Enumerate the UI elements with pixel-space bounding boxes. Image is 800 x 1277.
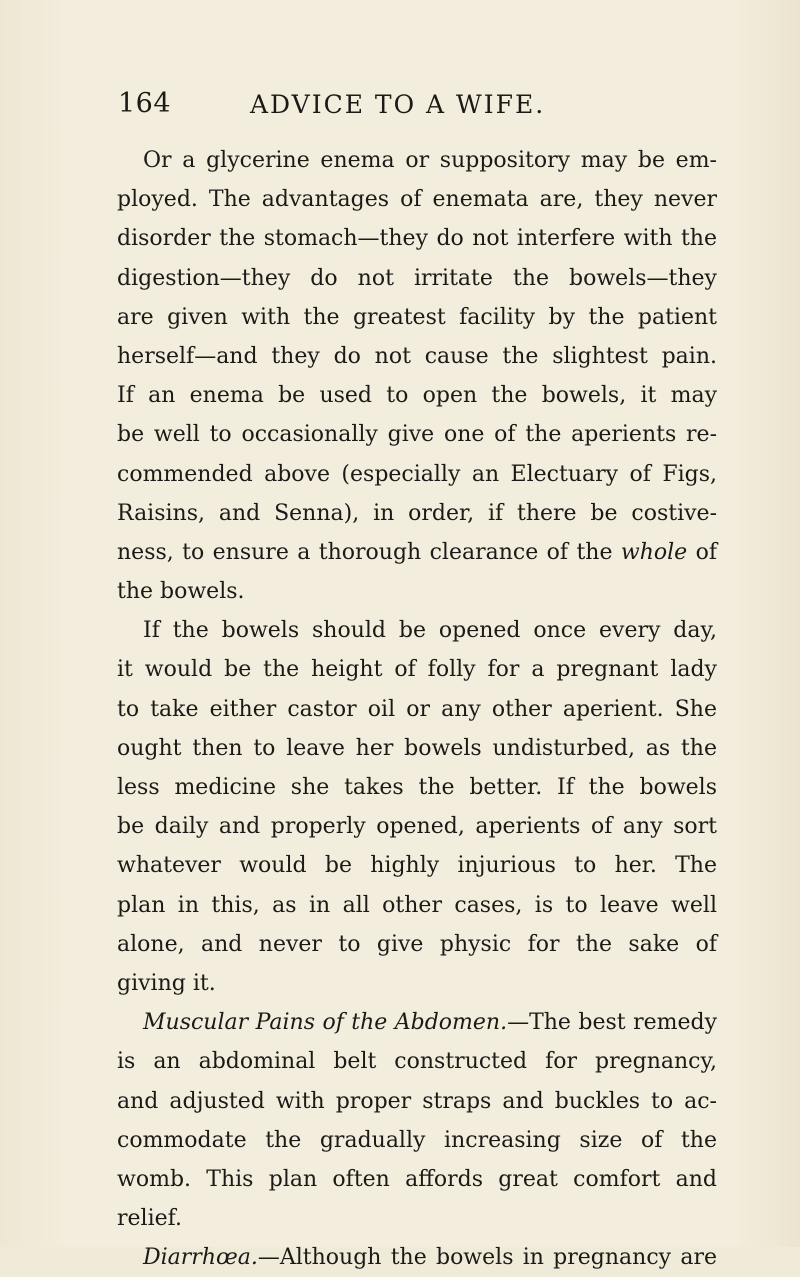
text-line xyxy=(117,533,717,572)
text-line: it would be the height of folly for a pregnant lady xyxy=(117,657,717,683)
text-line: Or a glycerine enema or suppository may be em- xyxy=(143,148,717,173)
text-segment: ness, to ensure a thorough clearance of the xyxy=(117,539,613,565)
text-line: herself—and they do not cause the slightest pain. xyxy=(117,343,717,369)
text-line: womb. This plan often affords great comfort and xyxy=(117,1166,717,1192)
book-title: ADVICE TO A WIFE. xyxy=(250,90,546,119)
body-text xyxy=(117,141,717,1277)
text-segment: —Although the bowels in pregnancy are xyxy=(257,1245,717,1271)
text-line: ought then to leave her bowels undisturbed, as the xyxy=(117,735,717,761)
text-line: be daily and properly opened, aperients of any sort xyxy=(117,814,717,840)
text-line: plan in this, as in all other cases, is to leave well xyxy=(117,892,717,918)
page-number: 164 xyxy=(118,88,172,119)
text-line: If the bowels should be opened once every day, xyxy=(143,618,717,644)
text-line: alone, and never to give physic for the sake of xyxy=(117,931,717,957)
text-segment: of xyxy=(695,539,717,565)
emphasis-whole: whole xyxy=(620,539,688,565)
section-heading-muscular-pains: Muscular Pains of the Abdomen. xyxy=(143,1010,508,1036)
text-line: less medicine she takes the better. If the bowels xyxy=(117,775,717,800)
text-line: commodate the gradually increasing size of the xyxy=(117,1127,717,1153)
text-line: giving it. xyxy=(117,970,216,996)
text-line: be well to occasionally give one of the aperients re- xyxy=(117,422,717,448)
running-head xyxy=(118,88,718,128)
text-segment: —The best remedy xyxy=(507,1010,717,1036)
text-line: If an enema be used to open the bowels, it may xyxy=(117,383,717,409)
text-line: to take either castor oil or any other aperient. She xyxy=(117,696,717,722)
text-line: ployed. The advantages of enemata are, they never xyxy=(117,187,717,213)
text-line: Raisins, and Senna), in order, if there be costive- xyxy=(117,500,717,526)
text-line: whatever would be highly injurious to her. The xyxy=(117,853,717,879)
text-line: and adjusted with proper straps and buckles to ac- xyxy=(117,1088,717,1114)
text-line: commended above (especially an Electuary of Figs, xyxy=(117,461,717,487)
section-heading-line xyxy=(117,1238,717,1277)
text-line: digestion—they do not irritate the bowels—they xyxy=(117,265,717,291)
text-line: are given with the greatest facility by the patient xyxy=(117,304,717,330)
section-heading-diarrhoea: Diarrhœa. xyxy=(143,1245,258,1271)
text-line: disorder the stomach—they do not interfere with the xyxy=(117,226,717,252)
text-line: is an abdominal belt constructed for pregnancy, xyxy=(117,1049,717,1075)
section-heading-line xyxy=(117,1003,717,1042)
text-line: the bowels. xyxy=(117,579,245,605)
text-line: relief. xyxy=(117,1206,182,1232)
